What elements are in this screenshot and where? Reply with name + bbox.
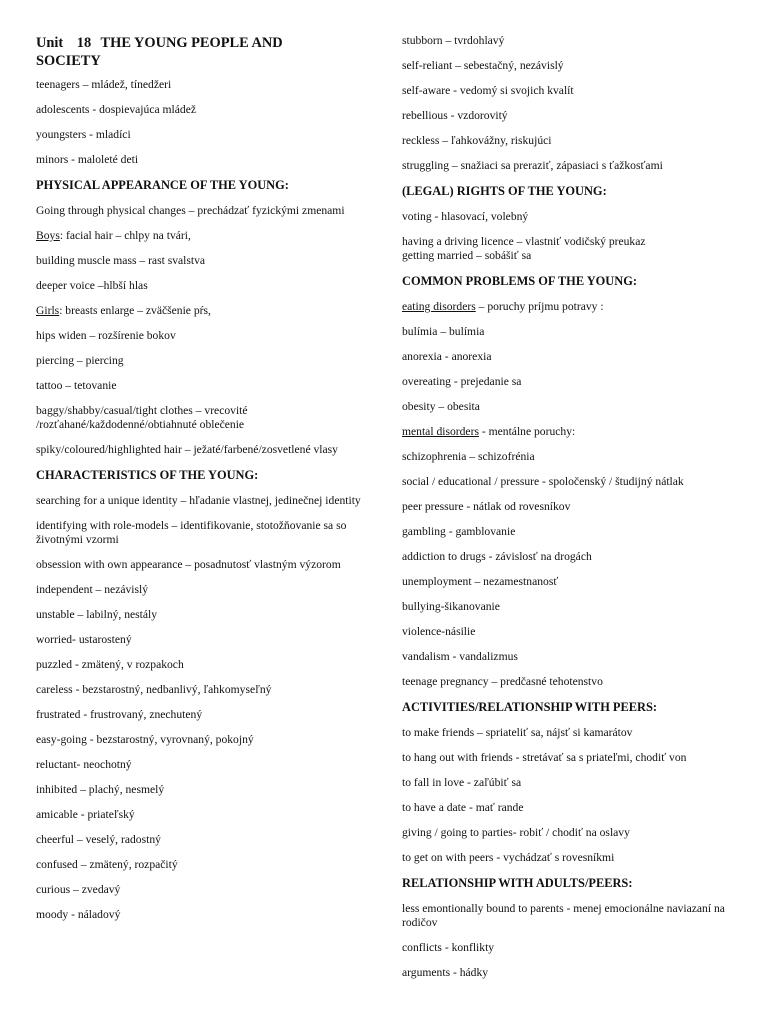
- vocab-entry: independent – nezávislý: [36, 583, 149, 596]
- vocab-text: : facial hair – chlpy na tvári,: [59, 229, 191, 242]
- vocab-entry: arguments - hádky: [402, 966, 489, 979]
- vocab-text: having a driving licence – vlastniť vodičský preukaz: [402, 235, 646, 248]
- vocab-entry: to have a date - mať rande: [402, 801, 524, 814]
- vocab-entry: schizophrenia – schizofrénia: [402, 450, 535, 463]
- subheading-eating-disorders: eating disorders: [402, 300, 476, 313]
- vocab-entry: moody - náladový: [36, 908, 121, 921]
- vocab-entry: social / educational / pressure - spoločenský / študijný nátlak: [402, 475, 684, 488]
- vocab-entry: obsession with own appearance – posadnutosť vlastným výzorom: [36, 558, 341, 571]
- vocab-entry: giving / going to parties- robiť / chodiť na oslavy: [402, 826, 630, 839]
- vocab-entry: frustrated - frustrovaný, znechutený: [36, 708, 203, 721]
- vocab-entry: gambling - gamblovanie: [402, 525, 516, 538]
- section-heading-adults: RELATIONSHIP WITH ADULTS/PEERS:: [402, 876, 633, 890]
- section-heading-rights: (LEGAL) RIGHTS OF THE YOUNG:: [402, 184, 607, 198]
- vocab-entry: peer pressure - nátlak od rovesníkov: [402, 500, 571, 513]
- unit-title-line2: SOCIETY: [36, 53, 101, 69]
- vocab-entry: curious – zvedavý: [36, 883, 121, 896]
- vocab-entry: to make friends – spriateliť sa, nájsť si kamarátov: [402, 726, 633, 739]
- vocab-entry: easy-going - bezstarostný, vyrovnaný, pokojný: [36, 733, 254, 746]
- vocab-entry: voting - hlasovací, volebný: [402, 210, 529, 223]
- right-column: [402, 34, 742, 991]
- vocab-entry: struggling – snažiaci sa preraziť, zápasiaci s ťažkosťami: [402, 159, 663, 172]
- vocab-entry: teenage pregnancy – predčasné tehotenstvo: [402, 675, 603, 688]
- vocab-entry: inhibited – plachý, nesmelý: [36, 783, 165, 796]
- section-heading-physical: PHYSICAL APPEARANCE OF THE YOUNG:: [36, 178, 289, 192]
- vocab-entry: spiky/coloured/highlighted hair – ježaté/farbené/zosvetlené vlasy: [36, 443, 338, 456]
- vocab-entry: to fall in love - zaľúbiť sa: [402, 776, 522, 789]
- vocab-entry: minors - maloleté deti: [36, 153, 139, 166]
- vocab-entry: overeating - prejedanie sa: [402, 375, 522, 388]
- vocab-entry: hips widen – rozšírenie bokov: [36, 329, 176, 342]
- vocab-entry: obesity – obesita: [402, 400, 480, 413]
- section-heading-problems: COMMON PROBLEMS OF THE YOUNG:: [402, 274, 637, 288]
- vocab-text: getting married – sobášiť sa: [402, 249, 532, 262]
- vocab-entry: cheerful – veselý, radostný: [36, 833, 161, 846]
- vocab-entry: [36, 304, 386, 318]
- vocab-entry: identifying with role-models – identifikovanie, stotožňovanie sa so životnými vzormi: [36, 519, 347, 546]
- vocab-entry: building muscle mass – rast svalstva: [36, 254, 206, 267]
- unit-title: [36, 34, 386, 70]
- vocab-entry: baggy/shabby/casual/tight clothes – vrecovité /rozťahané/každodenné/obtiahnuté oblečenie: [36, 404, 248, 431]
- unit-number: 18: [76, 35, 92, 51]
- vocab-entry: [36, 229, 386, 243]
- vocab-entry: anorexia - anorexia: [402, 350, 492, 363]
- vocab-text: - mentálne poruchy:: [478, 425, 576, 438]
- vocab-entry: violence-násilie: [402, 625, 476, 638]
- vocab-entry: self-aware - vedomý si svojich kvalít: [402, 84, 574, 97]
- vocab-entry: addiction to drugs - závislosť na drogách: [402, 550, 592, 563]
- subheading-mental-disorders: mental disorders: [402, 425, 479, 438]
- vocab-entry: stubborn – tvrdohlavý: [402, 34, 505, 47]
- vocab-entry: to get on with peers - vychádzať s rovesníkmi: [402, 851, 615, 864]
- subheading-boys: Boys: [36, 229, 60, 242]
- section-heading-characteristics: CHARACTERISTICS OF THE YOUNG:: [36, 468, 259, 482]
- vocab-text: : breasts enlarge – zväčšenie pŕs,: [59, 304, 211, 317]
- vocab-entry: unemployment – nezamestnanosť: [402, 575, 559, 588]
- vocab-entry: tattoo – tetovanie: [36, 379, 117, 392]
- vocab-entry: less emontionally bound to parents - menej emocionálne naviazaní na rodičov: [402, 902, 725, 929]
- vocab-entry: searching for a unique identity – hľadanie vlastnej, jedinečnej identity: [36, 494, 361, 507]
- vocab-entry: deeper voice –hlbší hlas: [36, 279, 148, 292]
- vocab-entry: bulímia – bulímia: [402, 325, 485, 338]
- subheading-girls: Girls: [36, 304, 60, 317]
- vocab-entry: [402, 235, 742, 263]
- vocab-entry: rebellious - vzdorovitý: [402, 109, 508, 122]
- vocab-entry: amicable - priateľský: [36, 808, 135, 821]
- vocab-entry: confused – zmätený, rozpačitý: [36, 858, 178, 871]
- vocab-entry: to hang out with friends - stretávať sa s priateľmi, chodiť von: [402, 751, 687, 764]
- vocab-entry: Going through physical changes – prechádzať fyzickými zmenami: [36, 204, 345, 217]
- vocab-entry: unstable – labilný, nestály: [36, 608, 158, 621]
- vocab-entry: bullying-šikanovanie: [402, 600, 500, 613]
- left-column: [36, 34, 386, 933]
- section-heading-activities: ACTIVITIES/RELATIONSHIP WITH PEERS:: [402, 700, 657, 714]
- vocab-entry: conflicts - konflikty: [402, 941, 495, 954]
- unit-label: Unit: [36, 35, 64, 51]
- vocab-text: – poruchy príjmu potravy :: [475, 300, 604, 313]
- vocab-entry: youngsters - mladíci: [36, 128, 131, 141]
- vocab-entry: [402, 300, 742, 314]
- vocab-entry: [402, 425, 742, 439]
- vocab-entry: reckless – ľahkovážny, riskujúci: [402, 134, 552, 147]
- vocab-entry: piercing – piercing: [36, 354, 124, 367]
- vocab-entry: vandalism - vandalizmus: [402, 650, 518, 663]
- vocab-entry: careless - bezstarostný, nedbanlivý, ľahkomyseľný: [36, 683, 272, 696]
- vocab-entry: puzzled - zmätený, v rozpakoch: [36, 658, 184, 671]
- vocab-entry: self-reliant – sebestačný, nezávislý: [402, 59, 564, 72]
- vocab-entry: reluctant- neochotný: [36, 758, 132, 771]
- vocab-entry: teenagers – mládež, tínedžeri: [36, 78, 172, 91]
- unit-title-line1: THE YOUNG PEOPLE AND: [100, 35, 283, 51]
- vocab-entry: worried- ustarostený: [36, 633, 132, 646]
- vocab-entry: adolescents - dospievajúca mládež: [36, 103, 196, 116]
